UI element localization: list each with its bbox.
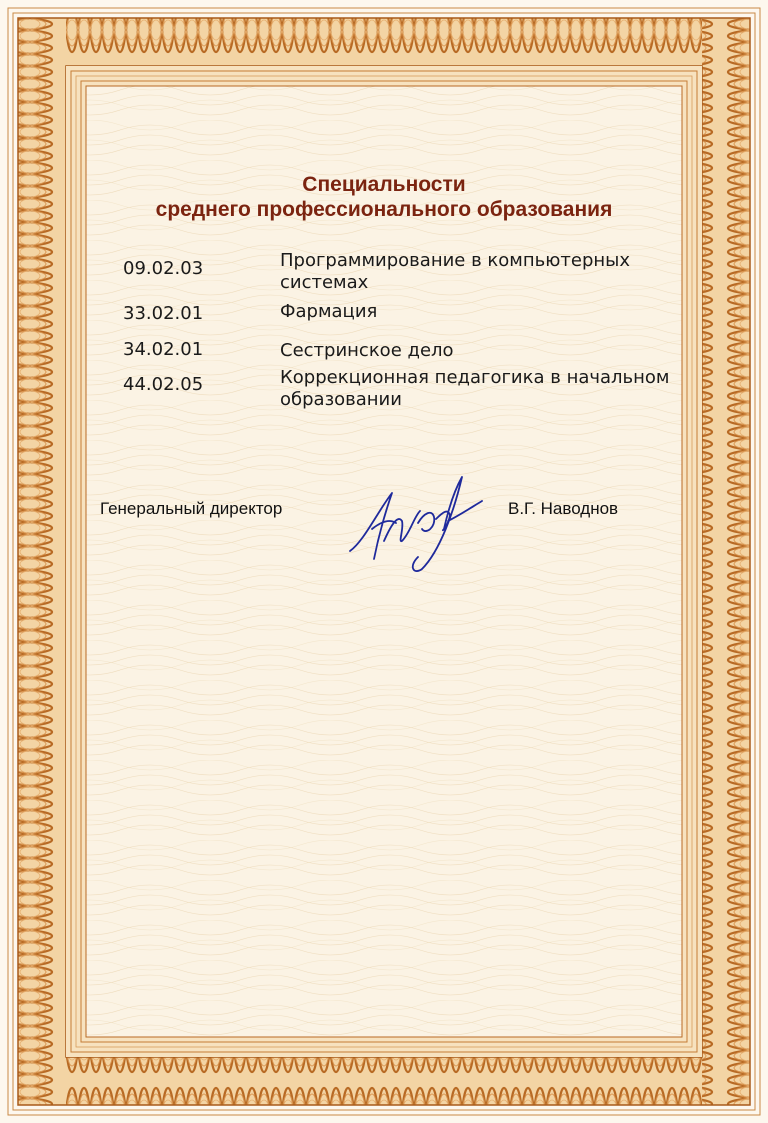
title-line-2: среднего профессионального образования bbox=[155, 198, 613, 221]
list-item bbox=[123, 250, 683, 301]
specialty-name: Фармация bbox=[280, 301, 378, 322]
list-item bbox=[123, 301, 683, 337]
signature-icon bbox=[344, 471, 484, 581]
signature-block bbox=[86, 491, 682, 601]
signatory-position: Генеральный директор bbox=[100, 499, 283, 518]
specialty-code: 44.02.05 bbox=[123, 374, 204, 395]
page-title bbox=[86, 172, 682, 222]
list-item bbox=[123, 367, 683, 411]
specialty-name: Программирование в компьютерных системах bbox=[280, 250, 631, 293]
list-item bbox=[123, 337, 683, 367]
signatory-name: В.Г. Наводнов bbox=[508, 499, 619, 518]
specialty-code: 09.02.03 bbox=[123, 258, 204, 279]
specialty-code: 33.02.01 bbox=[123, 303, 204, 324]
title-line-1: Специальности bbox=[302, 173, 466, 196]
specialty-code: 34.02.01 bbox=[123, 339, 204, 360]
certificate-body bbox=[86, 86, 682, 1038]
specialty-name: Сестринское дело bbox=[280, 340, 454, 361]
specialties-list bbox=[123, 250, 683, 411]
specialty-name: Коррекционная педагогика в начальном образовании bbox=[280, 367, 670, 410]
